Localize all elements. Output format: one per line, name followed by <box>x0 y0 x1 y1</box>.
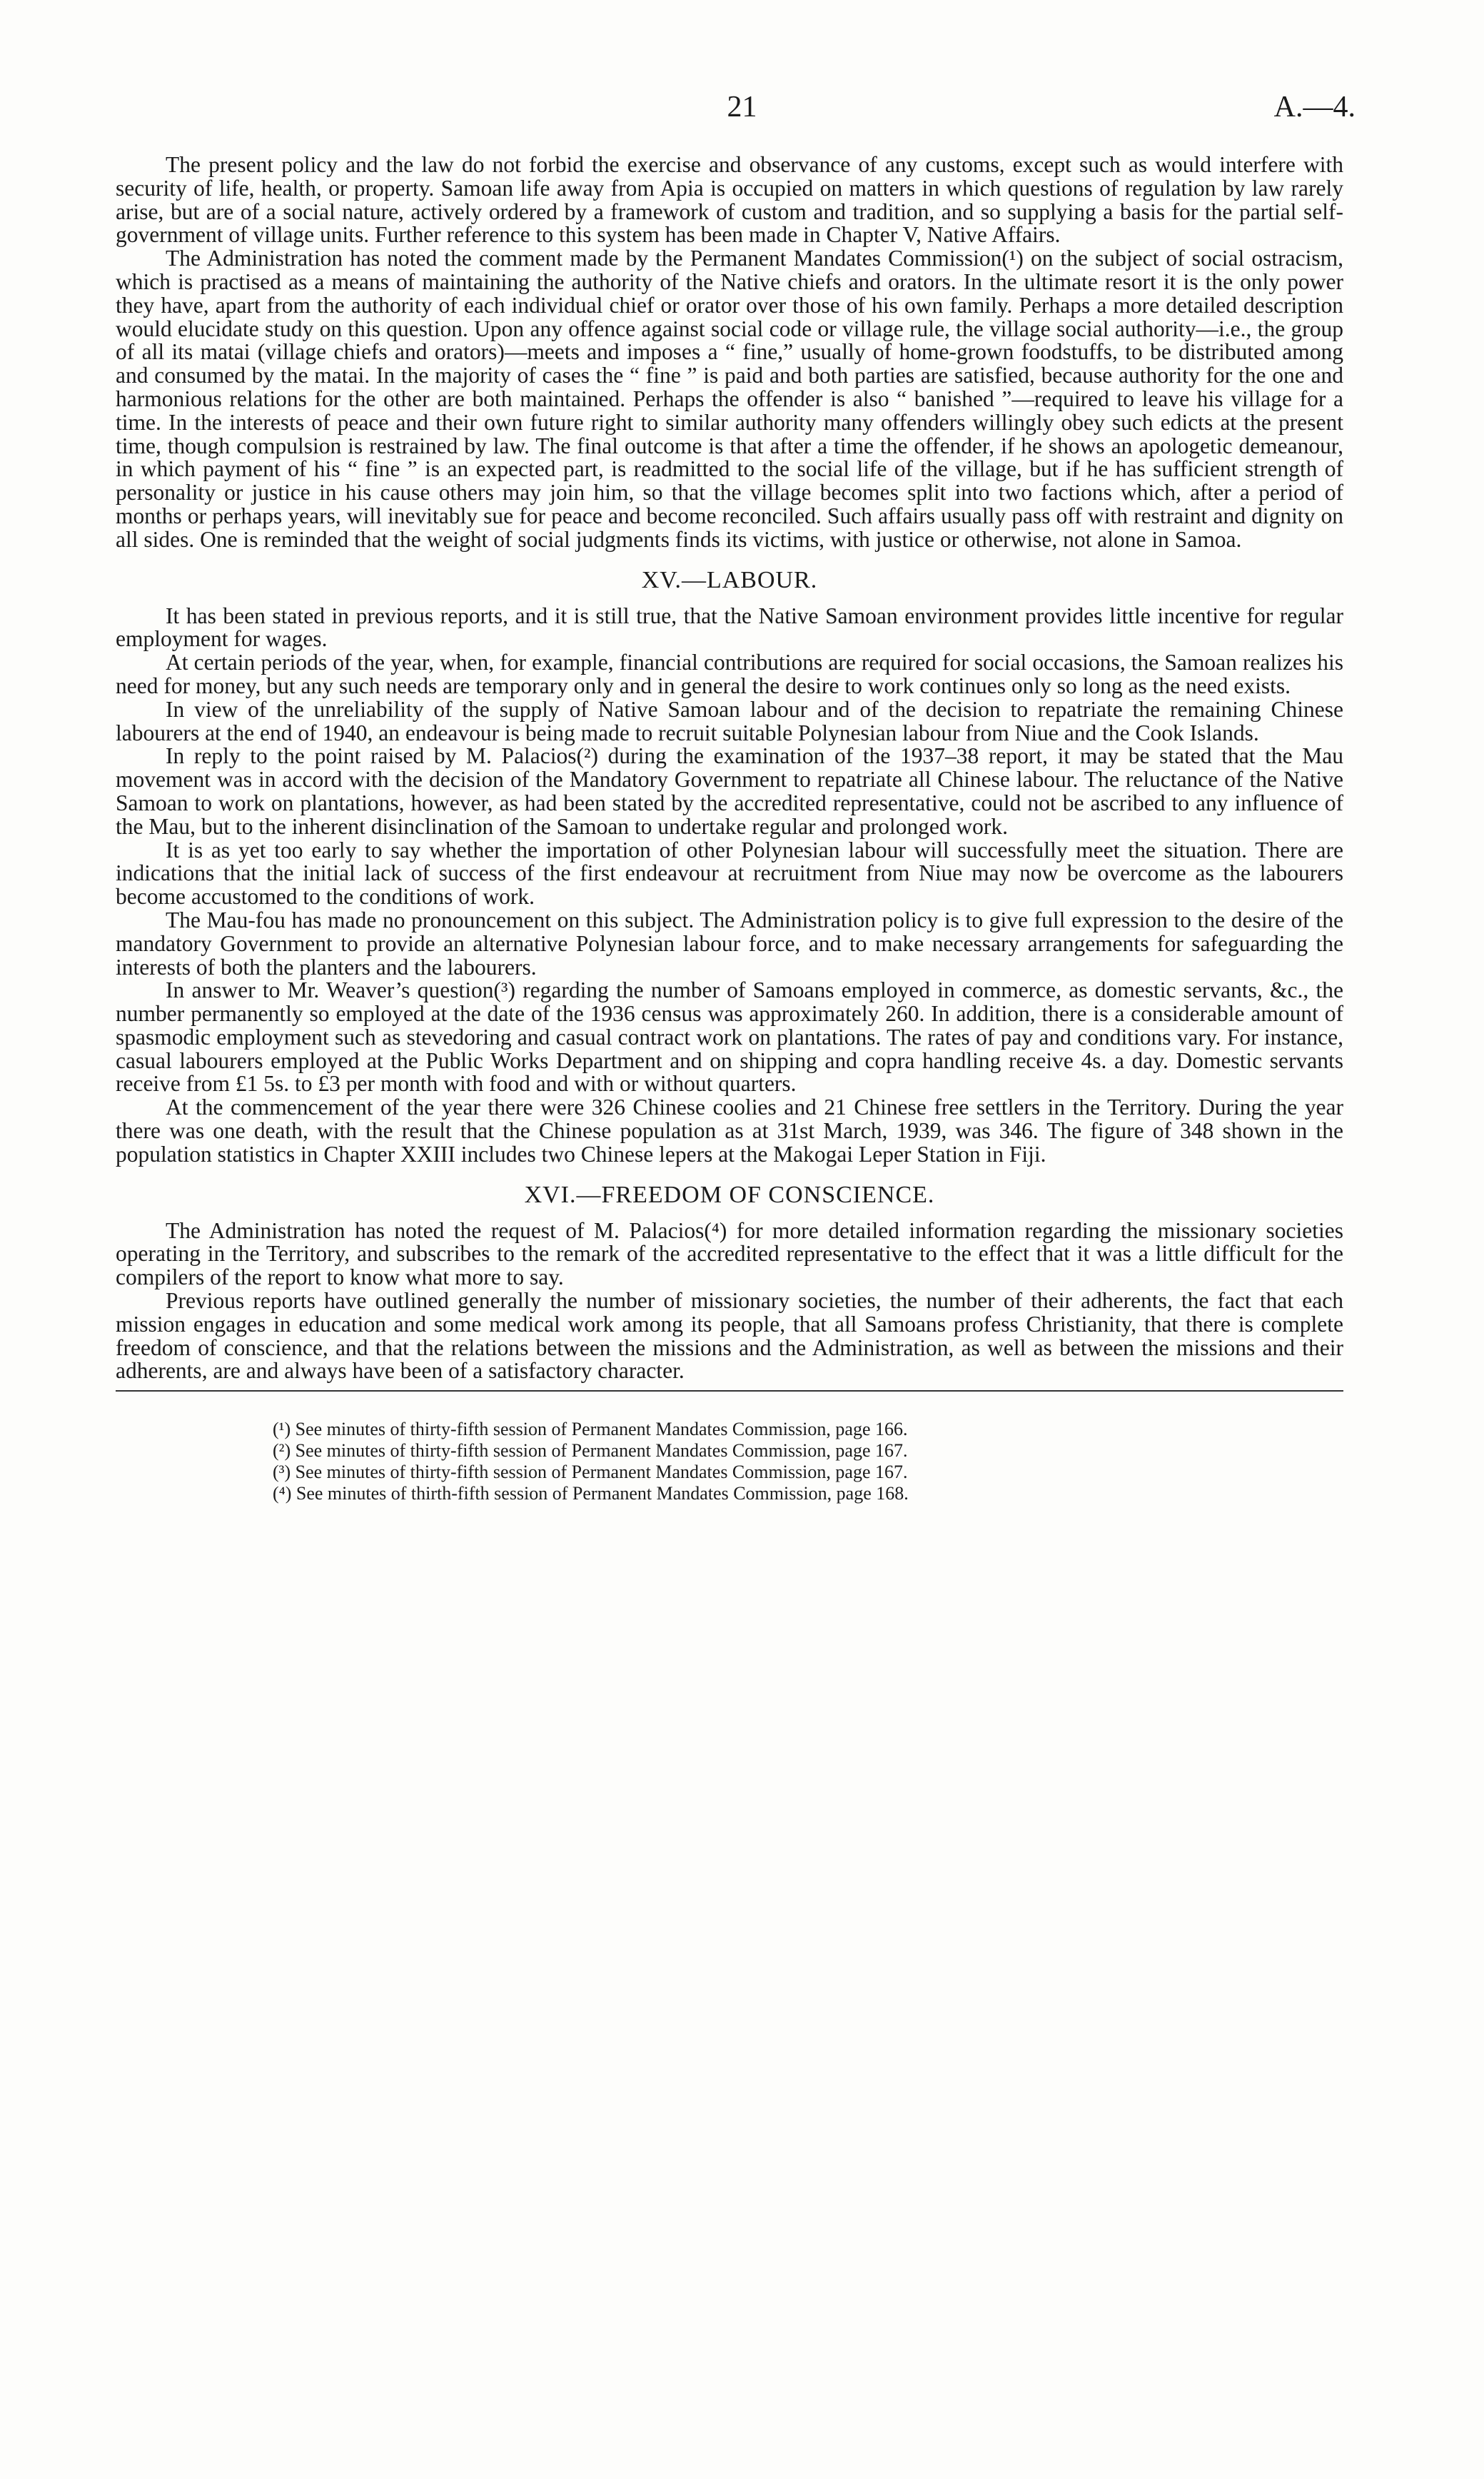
footnote-1: (¹) See minutes of thirty-fifth session of Permanent Mandates Commission, page 166. <box>273 1419 908 1440</box>
heading-labour: XV.—LABOUR. <box>641 566 818 593</box>
paragraph-labour-7: In answer to Mr. Weaver’s question(³) regarding the number of Samoans employed in commerce, as domestic servants, &c., the number permanently so employed at the date of the 1936 census was approximately 260. In addition, there is a considerable amount of spasmodic employment such as stevedoring and casual contract work on plantations. The rates of pay and conditions vary. For instance, casual labourers employed at the Public Works Department and on shipping and copra handling receive 4s. a day. Domestic servants receive from £1 5s. to £3 per month with food and with or without quarters. <box>116 977 1343 1097</box>
paragraph-conscience-2: Previous reports have outlined generally the number of missionary societies, the number of their adherents, the fact that each mission engages in education and some medical work among its people, that all Samoans profess Christianity, that there is complete freedom of conscience, and that the relations between the missions and the Administration, as well as between the missions and their adherents, are and always have been of a satisfactory character. <box>116 1288 1343 1384</box>
document-reference: A.—4. <box>1273 91 1356 124</box>
footnote-3: (³) See minutes of thirty-fifth session of Permanent Mandates Commission, page 167. <box>273 1462 908 1483</box>
paragraph-conscience-1: The Administration has noted the request of M. Palacios(⁴) for more detailed information regarding the missionary societies operating in the Territory, and subscribes to the remark of the accredited representative to the effect that it was a little difficult for the compilers of the report to know what more to say. <box>116 1217 1343 1290</box>
footnote-divider <box>116 1390 1343 1392</box>
paragraph-labour-3: In view of the unreliability of the supply of Native Samoan labour and of the decision to repatriate the remaining Chinese labourers at the end of 1940, an endeavour is being made to recruit suitable Polynesian labour from Niue and the Cook Islands. <box>116 696 1343 745</box>
paragraph-labour-1: It has been stated in previous reports, and it is still true, that the Native Samoan environment provides little incentive for regular employment for wages. <box>116 603 1343 652</box>
paragraph-labour-2: At certain periods of the year, when, for example, financial contributions are required for social occasions, the Samoan realizes his need for money, but any such needs are temporary only and in general the desire to work continues only so long as the need exists. <box>116 650 1343 698</box>
page-body <box>116 154 1343 1504</box>
paragraph-labour-8: At the commencement of the year there were 326 Chinese coolies and 21 Chinese free settlers in the Territory. During the year there was one death, with the result that the Chinese population as at 31st March, 1939, was 346. The figure of 348 shown in the population statistics in Chapter XXIII includes two Chinese lepers at the Makogai Leper Station in Fiji. <box>116 1095 1343 1167</box>
footnotes <box>116 1419 1343 1504</box>
paragraph-labour-6: The Mau-fou has made no pronouncement on this subject. The Administration policy is to give full expression to the desire of the mandatory Government to provide an alternative Polynesian labour force, and to make necessary arrangements for safeguarding the interests of both the planters and the labourers. <box>116 907 1343 980</box>
footnote-2: (²) See minutes of thirty-fifth session of Permanent Mandates Commission, page 167. <box>273 1440 908 1462</box>
heading-freedom-of-conscience: XVI.—FREEDOM OF CONSCIENCE. <box>524 1181 935 1208</box>
page-number: 21 <box>727 91 757 124</box>
paragraph-social-ostracism: The Administration has noted the comment made by the Permanent Mandates Commission(¹) on the subject of social ostracism, which is practised as a means of maintaining the authority of the Native chiefs and orators. In the ultimate resort it is the only power they have, apart from the authority of each individual chief or orator over those of his own family. Perhaps a more detailed description would elucidate study on this question. Upon any offence against social code or village rule, the village social authority—i.e., the group of all its matai (village chiefs and orators)—meets and imposes a “ fine,” usually of home-grown foodstuffs, to be distributed among and consumed by the matai. In the majority of cases the “ fine ” is paid and both parties are satisfied, because authority for the one and harmonious relations for the other are both maintained. Perhaps the offender is also “ banished ”—required to leave his village for a time. In the interests of peace and their own future right to similar authority many offenders willingly obey such edicts at the present time, though compulsion is restrained by law. The final outcome is that after a time the offender, if he shows an apologetic demeanour, in which payment of his “ fine ” is an expected part, is readmitted to the social life of the village, but if he has sufficient strength of personality or justice in his cause others may join him, so that the village becomes split into two factions which, after a period of months or perhaps years, will inevitably sue for peace and become reconciled. Such affairs usually pass off with restraint and dignity on all sides. One is reminded that the weight of social judgments finds its victims, with justice or otherwise, not alone in Samoa. <box>116 246 1343 552</box>
paragraph-labour-5: It is as yet too early to say whether the importation of other Polynesian labour will successfully meet the situation. There are indications that the initial lack of success of the first endeavour at recruitment from Niue may now be overcome as the labourers become accustomed to the conditions of work. <box>116 837 1343 910</box>
page-header <box>0 86 1484 129</box>
paragraph-customs: The present policy and the law do not forbid the exercise and observance of any customs, except such as would interfere with security of life, health, or property. Samoan life away from Apia is occupied on matters in which questions of regulation by law rarely arise, but are of a social nature, actively ordered by a framework of custom and tradition, and so supplying a basis for the partial self-government of village units. Further reference to this system has been made in Chapter V, Native Affairs. <box>116 152 1343 248</box>
paragraph-labour-4: In reply to the point raised by M. Palacios(²) during the examination of the 1937–38 report, it may be stated that the Mau movement was in accord with the decision of the Mandatory Government to repatriate all Chinese labour. The reluctance of the Native Samoan to work on plantations, however, as had been stated by the accredited representative, could not be ascribed to any influence of the Mau, but to the inherent disinclination of the Samoan to undertake regular and prolonged work. <box>116 743 1343 839</box>
footnote-4: (⁴) See minutes of thirth-fifth session of Permanent Mandates Commission, page 168. <box>273 1483 909 1504</box>
